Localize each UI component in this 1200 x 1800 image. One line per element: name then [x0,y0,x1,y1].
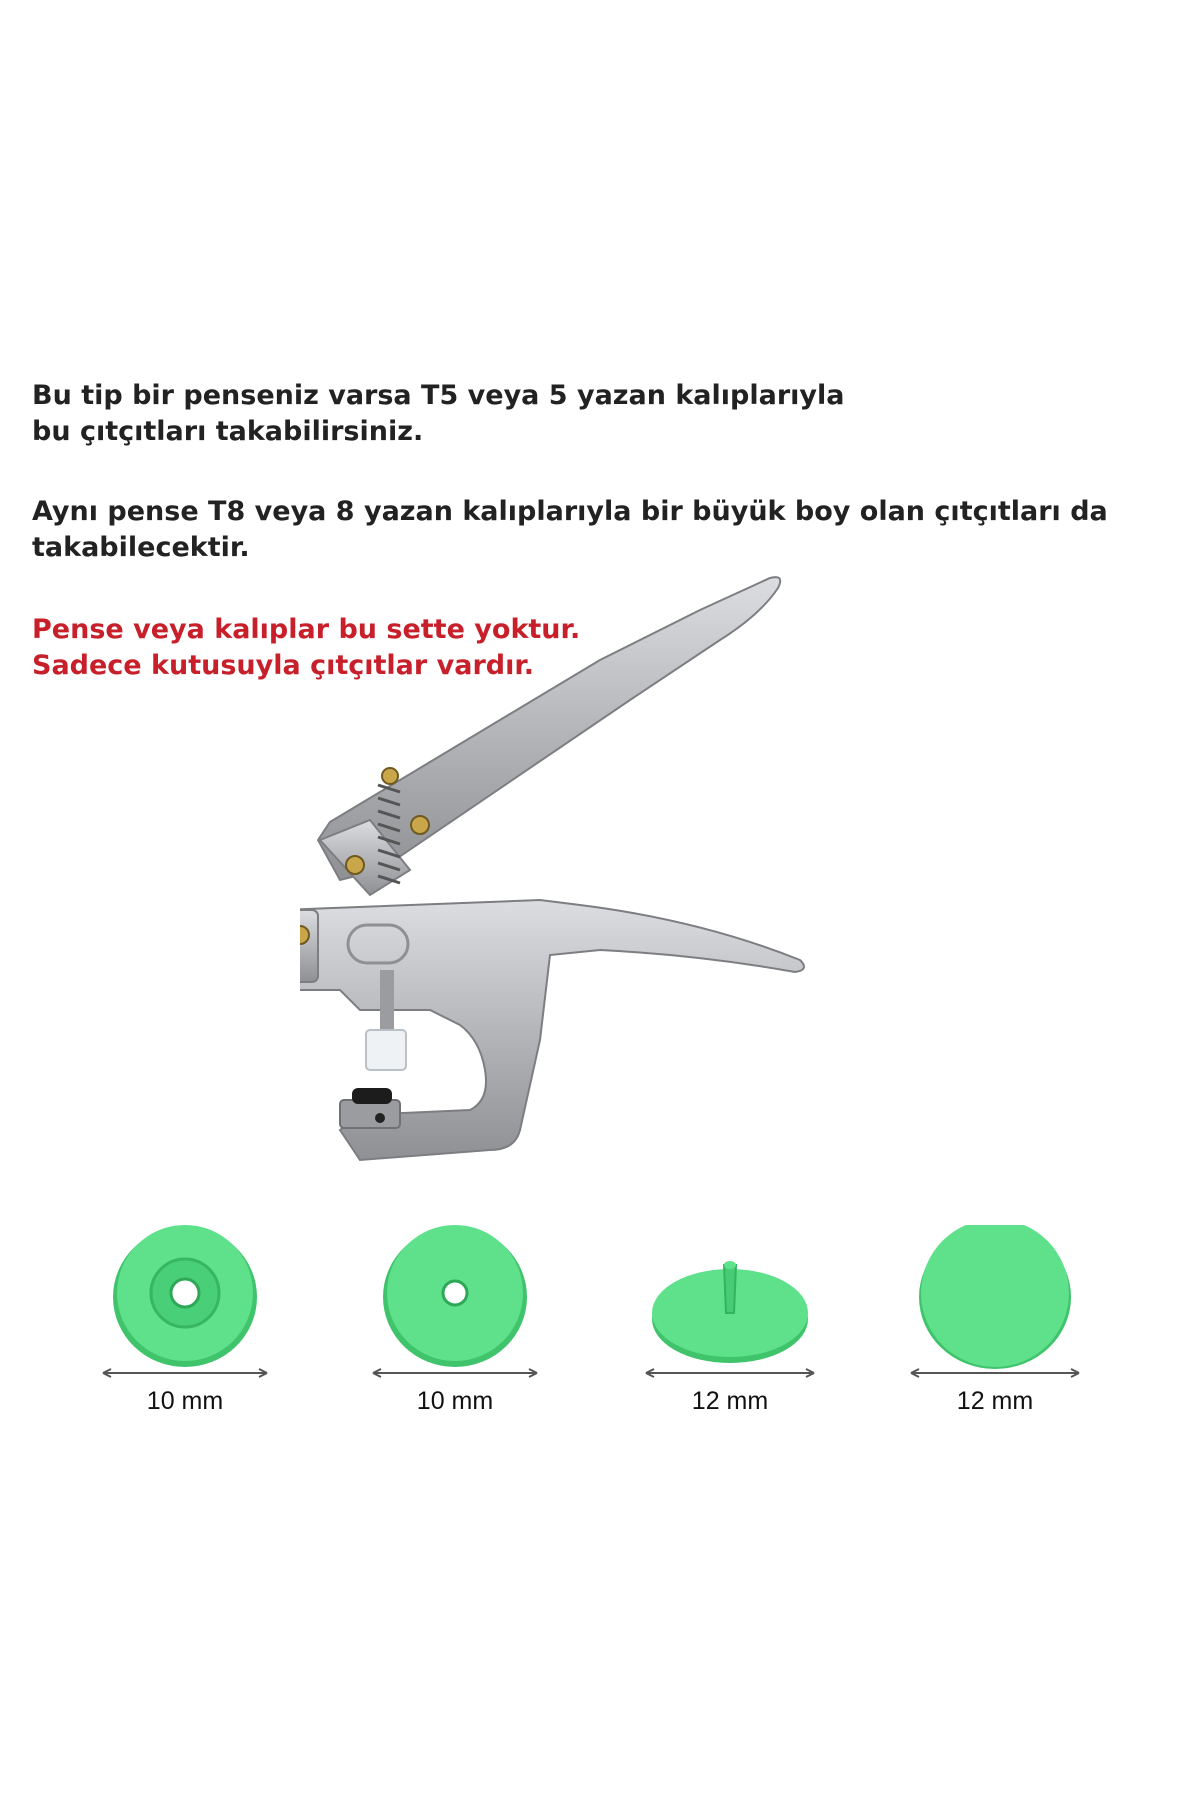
warning-line: Pense veya kalıplar bu sette yoktur. [32,614,581,645]
instruction-line: bu çıtçıtları takabilirsiniz. [32,416,424,447]
snap-washer-icon [365,1225,545,1385]
snap-stud-cap [640,1225,820,1425]
snap-size-label: 10 mm [146,1387,224,1415]
instruction-line: Aynı pense T8 veya 8 yazan kalıplarıyla bir büyük boy olan çıtçıtları da [32,496,1108,527]
instruction-line: takabilecektir. [32,532,250,563]
snap-size-label: 12 mm [956,1387,1034,1415]
snap-pliers-icon [300,570,920,1190]
snap-size-label: 12 mm [691,1387,769,1415]
snap-washer [365,1225,545,1425]
snap-cap [905,1225,1085,1425]
snap-size-label: 10 mm [416,1387,494,1415]
instruction-paragraph-t5 [32,378,844,450]
instruction-line: Bu tip bir penseniz varsa T5 veya 5 yazan kalıplarıyla [32,380,845,411]
snap-cap-icon [905,1225,1085,1385]
snap-socket [95,1225,275,1425]
snap-stud-cap-icon [640,1225,820,1385]
snap-socket-icon [95,1225,275,1385]
instruction-paragraph-t8 [32,494,1108,566]
warning-line: Sadece kutusuyla çıtçıtlar vardır. [32,650,535,681]
